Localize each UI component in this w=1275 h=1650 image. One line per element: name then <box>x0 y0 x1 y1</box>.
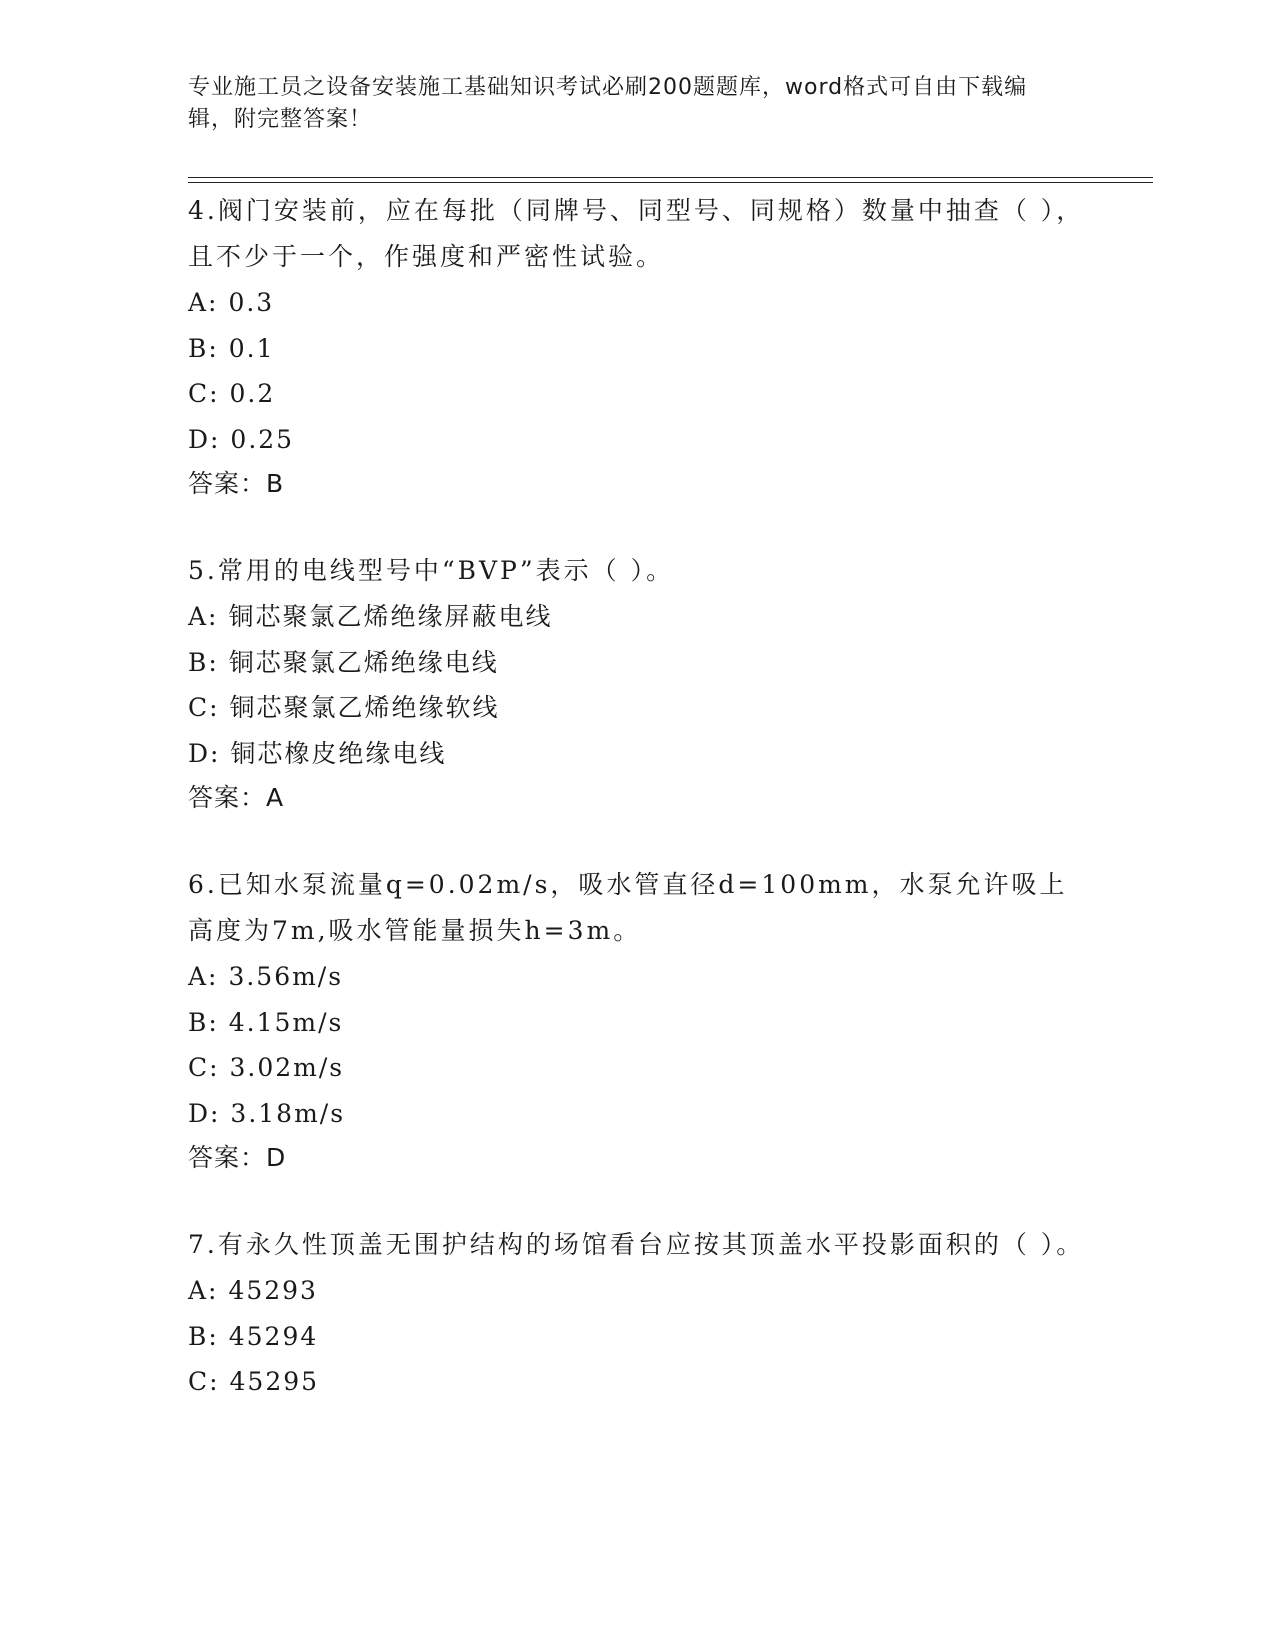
question-6 <box>188 862 1088 1180</box>
option-text: 3.18m/s <box>230 1098 346 1128</box>
option-c <box>188 1359 1088 1405</box>
option-text: 0.2 <box>229 379 276 408</box>
option-d <box>188 731 1088 777</box>
option-text: 铜芯聚氯乙烯绝缘屏蔽电线 <box>228 602 553 631</box>
header-divider-top <box>188 177 1153 178</box>
option-text: 4.15m/s <box>228 1007 344 1037</box>
option-label: B: <box>188 647 219 677</box>
option-c <box>188 1045 1088 1091</box>
question-5 <box>188 548 1088 820</box>
option-label: C: <box>188 693 220 722</box>
option-text: 铜芯聚氯乙烯绝缘电线 <box>228 647 499 677</box>
option-text: 0.1 <box>228 333 275 363</box>
option-label: B: <box>188 1007 219 1037</box>
option-label: A: <box>188 962 219 991</box>
option-text: 铜芯橡皮绝缘电线 <box>230 738 447 768</box>
option-a <box>188 594 1088 640</box>
option-label: B: <box>188 333 219 363</box>
option-label: A: <box>188 1276 219 1305</box>
option-text: 铜芯聚氯乙烯绝缘软线 <box>229 693 500 722</box>
question-text: 4.阀门安装前，应在每批（同牌号、同型号、同规格）数量中抽查（ ），且不少于一个，作强度和严密性试验。 <box>188 196 1085 271</box>
header-divider-bottom <box>188 182 1153 183</box>
option-c <box>188 371 1088 417</box>
option-text: 45294 <box>228 1321 319 1351</box>
option-d <box>188 1091 1088 1137</box>
option-b <box>188 1314 1088 1360</box>
option-d <box>188 417 1088 463</box>
option-b <box>188 640 1088 686</box>
option-text: 45293 <box>228 1276 318 1305</box>
option-label: D: <box>188 1098 221 1128</box>
option-text: 3.56m/s <box>228 962 344 991</box>
option-a <box>188 280 1088 326</box>
answer-line: 答案：D <box>188 1143 287 1172</box>
question-text: 5.常用的电线型号中“BVP”表示（ ）。 <box>188 556 675 585</box>
option-b <box>188 1000 1088 1046</box>
answer-line: 答案：A <box>188 783 285 812</box>
option-b <box>188 326 1088 372</box>
question-7 <box>188 1222 1088 1405</box>
option-label: A: <box>188 288 219 317</box>
option-a <box>188 954 1088 1000</box>
question-4 <box>188 188 1088 506</box>
document-header: 专业施工员之设备安装施工基础知识考试必刷200题题库，word格式可自由下载编辑，附完整答案！ <box>188 75 1028 132</box>
option-a <box>188 1268 1088 1314</box>
option-label: D: <box>188 424 221 454</box>
question-list <box>188 188 1088 1405</box>
option-text: 0.25 <box>230 424 295 454</box>
option-label: C: <box>188 1053 220 1082</box>
option-label: B: <box>188 1321 219 1351</box>
answer-line: 答案：B <box>188 469 285 498</box>
question-text: 6.已知水泵流量q=0.02m/s，吸水管直径d=100mm，水泵允许吸上高度为7m,吸水管能量损失h=3m。 <box>188 870 1068 945</box>
option-text: 0.3 <box>228 288 275 317</box>
option-text: 3.02m/s <box>229 1053 345 1082</box>
option-label: D: <box>188 738 221 768</box>
question-text: 7.有永久性顶盖无围护结构的场馆看台应按其顶盖水平投影面积的（ ）。 <box>188 1230 1085 1259</box>
option-c <box>188 685 1088 731</box>
option-label: C: <box>188 379 220 408</box>
option-text: 45295 <box>229 1367 320 1396</box>
option-label: A: <box>188 602 219 631</box>
option-label: C: <box>188 1367 220 1396</box>
